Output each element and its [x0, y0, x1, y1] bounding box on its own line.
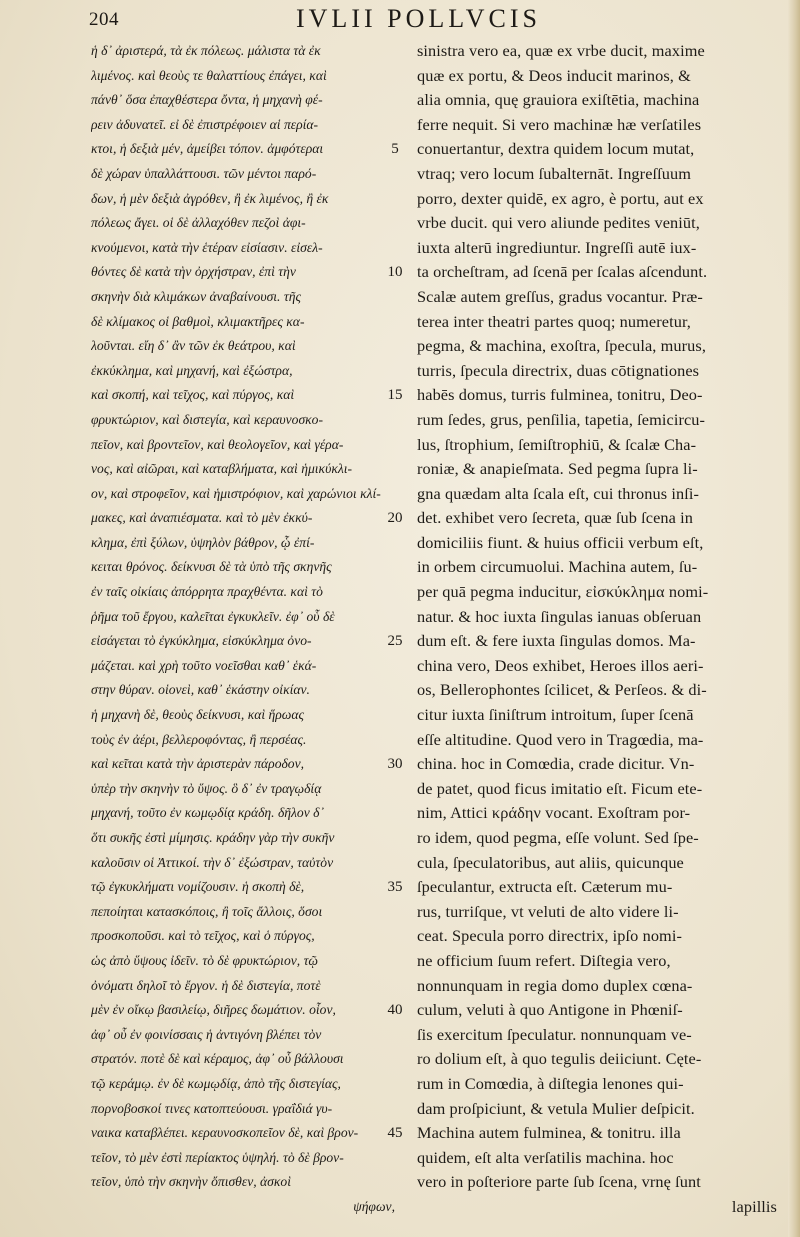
latin-line: china vero, Deos exhibet, Heroes illos aeri-: [417, 655, 704, 675]
page-number: 204: [89, 9, 119, 30]
latin-line: culum, veluti à quo Antigone in Phœniſ-: [417, 1000, 683, 1020]
greek-line: στην θύραν. οἱονεὶ, καθ᾽ ἑκάστην οἰκίαν.: [91, 682, 310, 698]
greek-line: πεποίηται κατασκόποις, ἢ τοῖς ἄλλοις, ὅσοι: [91, 903, 323, 919]
latin-line: ſis exercitum ſpeculatur. nonnunquam ve-: [417, 1024, 692, 1044]
line-number-spacer: [380, 826, 410, 851]
latin-line: china. hoc in Comœdia, crade dicitur. Vn-: [417, 754, 695, 774]
line-number-spacer: [380, 334, 410, 359]
greek-line: κνούμενοι, κατὰ τὴν ἑτέραν εἰσίασιν. εἰσελ-: [91, 239, 323, 255]
latin-line: rus, turriſque, vt veluti de alto videre li-: [417, 901, 679, 921]
latin-line: domiciliis fiunt. & huius officii verbum eſt,: [417, 532, 704, 552]
line-number-spacer: [380, 654, 410, 679]
greek-line: ὀνόματι δηλοῖ τὸ ἔργον. ἡ δὲ διστεγία, ποτὲ: [91, 977, 321, 993]
latin-line: roniæ, & anapieſmata. Sed pegma ſupra li-: [417, 459, 698, 479]
greek-line: δων, ἡ μὲν δεξιὰ ἀγρόθεν, ἢ ἐκ λιμένος, ἢ ἐκ: [91, 190, 329, 206]
latin-line: vtraq; vero locum ſubalternāt. Ingreſſuum: [417, 163, 692, 183]
line-number-spacer: [380, 187, 410, 212]
greek-line: λιμένος. καὶ θεοὺς τε θαλαττίους ἐπάγει, καὶ: [91, 67, 327, 83]
greek-line: προσκοποῦσι. καὶ τὸ τεῖχος, καὶ ὁ πύργος,: [91, 928, 315, 944]
greek-line: νος, καὶ αἰῶραι, καὶ καταβλήματα, καὶ ἡμικύκλι-: [91, 461, 353, 477]
latin-line: dum eſt. & fere iuxta ſingulas domos. Ma-: [417, 631, 696, 651]
greek-line: πάνθ᾽ ὅσα ἐπαχθέστερα ὄντα, ἡ μηχανὴ φέ-: [91, 92, 323, 108]
latin-line: lus, ſtrophium, ſemiſtrophiū, & ſcalæ Cha-: [417, 434, 697, 454]
line-number: 40: [387, 1002, 403, 1019]
latin-line: nonnunquam in regia domo duplex cœna-: [417, 975, 693, 995]
line-number-spacer: [380, 801, 410, 826]
line-number-spacer: [380, 851, 410, 876]
page-edge: [788, 0, 800, 1237]
latin-line: habēs domus, turris fulminea, tonitru, Deo-: [417, 385, 703, 405]
latin-line: sinistra vero ea, quæ ex vrbe ducit, maxime: [417, 41, 705, 60]
latin-line: gna quædam alta ſcala eſt, cui thronus inſi-: [417, 483, 700, 503]
latin-line: terea inter theatri partes quoq; numeretur,: [417, 311, 691, 331]
latin-line: vrbe ducit. qui vero aliunde pedites veniūt,: [417, 213, 700, 233]
line-number-spacer: [380, 924, 410, 949]
latin-line: de patet, quod ficus imitatio eſt. Ficum ete-: [417, 778, 703, 798]
greek-line: ῥῆμα τοῦ ἔργου, καλεῖται ἐγκυκλεῖν. ἐφ᾽ οὗ δὲ: [91, 608, 335, 624]
greek-line: ἐκκύκλημα, καὶ μηχανή, καὶ ἐξώστρα,: [91, 362, 293, 378]
greek-line: ἡ μηχανὴ δὲ, θεοὺς δείκνυσι, καὶ ἥρωας: [91, 707, 305, 723]
line-number-spacer: [380, 703, 410, 728]
line-number-spacer: [380, 580, 410, 605]
line-number-spacer: [380, 310, 410, 335]
latin-line: natur. & hoc iuxta ſingulas ianuas obſeruan: [417, 606, 702, 626]
greek-line: στρατόν. ποτὲ δὲ καὶ κέραμος, ἀφ᾽ οὗ βάλλουσι: [91, 1051, 344, 1067]
greek-line: ὑπὲρ τὴν σκηνὴν τὸ ὕψος. ὃ δ᾽ ἐν τραγῳδίᾳ: [91, 780, 322, 796]
latin-line: os, Bellerophontes ſcilicet, & Perſeos. & di-: [417, 680, 707, 700]
greek-line: λοῦνται. εἴη δ᾽ ἂν τῶν ἐκ θεάτρου, καὶ: [91, 338, 296, 354]
latin-line: citur iuxta ſiniſtrum introitum, ſuper ſcenā: [417, 705, 694, 725]
line-number-spacer: [380, 555, 410, 580]
latin-line: in orbem circumuolui. Machina autem, ſu-: [417, 557, 698, 577]
latin-line: rum in Comœdia, à diſtegia lenones qui-: [417, 1073, 684, 1093]
greek-line: σκηνὴν διὰ κλιμάκων ἀναβαίνουσι. τῆς: [91, 288, 301, 304]
latin-line: nim, Attici κράδην vocant. Exoſtram por-: [417, 803, 691, 823]
line-number-spacer: [380, 1047, 410, 1072]
line-number-spacer: [380, 457, 410, 482]
greek-line: φρυκτώριον, καὶ διστεγία, καὶ κεραυνοσκο-: [91, 411, 324, 427]
line-number-spacer: [380, 113, 410, 138]
greek-text-column: [91, 39, 395, 1220]
latin-line: ta orcheſtram, ad ſcenā per ſcalas aſcendunt.: [417, 262, 708, 282]
greek-line: ναικα καταβλέπει. κεραυνοσκοπεῖον δὲ, καὶ βρον-: [91, 1125, 359, 1141]
line-number-spacer: [380, 605, 410, 630]
line-number-spacer: [380, 678, 410, 703]
greek-line: ψήφων,: [353, 1198, 395, 1214]
latin-line: ferre nequit. Si vero machinæ hæ verſatiles: [417, 114, 702, 134]
greek-line: καλοῦσιν οἱ Ἀττικοί. τὴν δ᾽ ἐξώστραν, ταὐτὸν: [91, 854, 334, 870]
greek-line: πεῖον, καὶ βροντεῖον, καὶ θεολογεῖον, καὶ γέρα-: [91, 436, 344, 452]
line-number-spacer: [380, 1072, 410, 1097]
latin-line: Scalæ autem greſſus, gradus vocantur. Præ-: [417, 286, 703, 306]
latin-text-column: [417, 39, 777, 1220]
line-number-spacer: [380, 1097, 410, 1122]
greek-line: τεῖον, τὸ μὲν ἐστὶ περίακτος ὑψηλή. τὸ δὲ βρον-: [91, 1149, 344, 1165]
line-number-spacer: [380, 162, 410, 187]
line-number-spacer: [380, 728, 410, 753]
greek-line: κειται θρόνος. δείκνυσι δὲ τὰ ὑπὸ τῆς σκηνῆς: [91, 559, 332, 575]
greek-line: μακες, καὶ ἀναπιέσματα. καὶ τὸ μὲν ἐκκύ-: [91, 510, 313, 526]
greek-line: ρειν ἀδυνατεῖ. εἰ δὲ ἐπιστρέφοιεν αἱ περία-: [91, 116, 319, 132]
greek-line: καὶ κεῖται κατὰ τὴν ἀριστερὰν πάροδον,: [91, 756, 305, 772]
line-number-spacer: [380, 408, 410, 433]
line-number-spacer: [380, 1023, 410, 1048]
line-number-spacer: [380, 900, 410, 925]
latin-line: quæ ex portu, & Deos inducit marinos, &: [417, 65, 691, 85]
line-number-spacer: [380, 64, 410, 89]
line-number-spacer: [380, 211, 410, 236]
line-number-spacer: [380, 88, 410, 113]
line-number-spacer: [380, 974, 410, 999]
line-number-spacer: [380, 1195, 410, 1220]
greek-line: μηχανή, τοῦτο ἐν κωμῳδίᾳ κράδη. δῆλον δ᾽: [91, 805, 324, 821]
greek-line: θόντες δὲ κατὰ τὴν ὀρχήστραν, ἐπὶ τὴν: [91, 264, 296, 280]
latin-line: turris, ſpecula directrix, duas cōtignationes: [417, 360, 700, 380]
line-number: 15: [387, 387, 403, 404]
line-number-spacer: [380, 285, 410, 310]
line-number-spacer: [380, 949, 410, 974]
greek-line: τεῖον, ὑπὸ τὴν σκηνὴν ὄπισθεν, ἀσκοὶ: [91, 1174, 291, 1190]
greek-line: ἐν ταῖς οἰκίαις ἀπόρρητα πραχθέντα. καὶ τὸ: [91, 584, 323, 600]
latin-line: ceat. Specula porro directrix, ipſo nomi-: [417, 926, 682, 946]
line-number: 25: [387, 633, 403, 650]
line-number-spacer: [380, 359, 410, 384]
latin-line: dam proſpiciunt, & vetula Mulier deſpicit.: [417, 1098, 695, 1118]
greek-line: ον, καὶ στροφεῖον, καὶ ἡμιστρόφιον, καὶ χαρώνιοι κλί-: [91, 485, 381, 501]
latin-line: porro, dexter quidē, ex agro, è portu, aut ex: [417, 188, 704, 208]
greek-line: εἰσάγεται τὸ ἐγκύκλημα, εἰσκύκλημα ὀνο-: [91, 633, 312, 649]
line-number-spacer: [380, 39, 410, 64]
line-number-spacer: [380, 531, 410, 556]
greek-line: τῷ ἐγκυκλήματι νομίζουσιν. ἡ σκοπὴ δὲ,: [91, 879, 305, 895]
latin-line: ro dolium eſt, à quo tegulis deiiciunt. Cęte-: [417, 1049, 702, 1069]
line-number: 20: [387, 510, 403, 527]
line-number-column: [380, 39, 410, 1220]
latin-line: ſpeculantur, extructa eſt. Cæterum mu-: [417, 877, 673, 897]
greek-line: ἡ δ᾽ ἀριστερά, τὰ ἐκ πόλεως. μάλιστα τὰ ἐκ: [91, 43, 321, 58]
latin-line: iuxta alterū ingrediuntur. Ingreſſi autē iux-: [417, 237, 697, 257]
greek-line: ὡς ἀπὸ ὕψους ἰδεῖν. τὸ δὲ φρυκτώριον, τῷ: [91, 952, 319, 968]
latin-line: ne officium ſuum refert. Diſtegia vero,: [417, 950, 671, 970]
latin-line: pegma, & machina, exoſtra, ſpecula, murus,: [417, 336, 707, 356]
line-number-spacer: [380, 236, 410, 261]
line-number-spacer: [380, 433, 410, 458]
line-number: 45: [387, 1125, 403, 1142]
line-number-spacer: [380, 1146, 410, 1171]
greek-line: ἀφ᾽ οὗ ἐν φοινίσσαις ἡ ἀντιγόνη βλέπει τὸν: [91, 1026, 322, 1042]
line-number-spacer: [380, 1170, 410, 1195]
latin-line: conuertantur, dextra quidem locum mutat,: [417, 139, 695, 159]
greek-line: τῷ κεράμῳ. ἐν δὲ κωμῳδίᾳ, ἀπὸ τῆς διστεγίας,: [91, 1075, 341, 1091]
latin-line: lapillis: [731, 1196, 777, 1216]
line-number: 30: [387, 756, 403, 773]
latin-line: eſſe altitudine. Quod vero in Tragœdia, ma-: [417, 729, 704, 749]
latin-line: cula, ſpeculatoribus, aut aliis, quicunque: [417, 852, 684, 872]
greek-line: ὅτι συκῆς ἐστὶ μίμησις. κράδην γὰρ τὴν συκῆν: [91, 830, 335, 845]
greek-line: κλημα, ἐπὶ ξύλων, ὑψηλὸν βάθρον, ᾧ ἐπί-: [91, 534, 315, 550]
line-number: 5: [391, 141, 399, 158]
greek-line: μάζεται. καὶ χρὴ τοῦτο νοεῖσθαι καθ᾽ ἑκά-: [91, 657, 317, 673]
line-number: 35: [387, 879, 403, 896]
latin-line: det. exhibet vero ſecreta, quæ ſub ſcena in: [417, 508, 694, 528]
latin-line: per quā pegma inducitur, εἰσκύκλημα nomi-: [417, 582, 709, 602]
latin-line: rum ſedes, grus, penſilia, tapetia, ſemicircu-: [417, 409, 706, 429]
line-number-spacer: [380, 482, 410, 507]
latin-line: alia omnia, quę grauiora exiſtētia, machina: [417, 90, 700, 110]
line-number: 10: [387, 264, 403, 281]
latin-line: vero in poſteriore parte ſub ſcena, vrnę ſunt: [417, 1172, 701, 1192]
greek-line: πόλεως ἄγει. οἱ δὲ ἀλλαχόθεν πεζοὶ ἀφι-: [91, 215, 306, 231]
greek-line: τοὺς ἐν ἀέρι, βελλεροφόντας, ἢ περσέας.: [91, 731, 307, 747]
greek-line: δὲ χώραν ὑπαλλάττουσι. τῶν μέντοι παρό-: [91, 165, 317, 181]
latin-line: ro idem, quod pegma, eſſe volunt. Sed ſpe-: [417, 828, 699, 847]
greek-line: δὲ κλίμακος οἱ βαθμοὶ, κλιμακτῆρες κα-: [91, 313, 305, 329]
latin-line: Machina autem fulminea, & tonitru. illa: [417, 1123, 681, 1143]
greek-line: μὲν ἐν οἴκῳ βασιλείῳ, διῆρες δωμάτιον. οἷον,: [91, 1002, 336, 1018]
latin-line: quidem, eſt alta verſatilis machina. hoc: [417, 1147, 674, 1167]
greek-line: πορνοβοσκοί τινες κατοπτεύουσι. γραΐδιά γυ-: [91, 1100, 333, 1116]
running-head: IVLII POLLVCIS: [296, 4, 541, 33]
line-number-spacer: [380, 777, 410, 802]
greek-line: καὶ σκοπή, καὶ τεῖχος, καὶ πύργος, καὶ: [91, 387, 295, 403]
greek-line: κτοι, ἡ δεξιὰ μέν, ἀμείβει τόπον. ἀμφότεραι: [91, 141, 324, 157]
